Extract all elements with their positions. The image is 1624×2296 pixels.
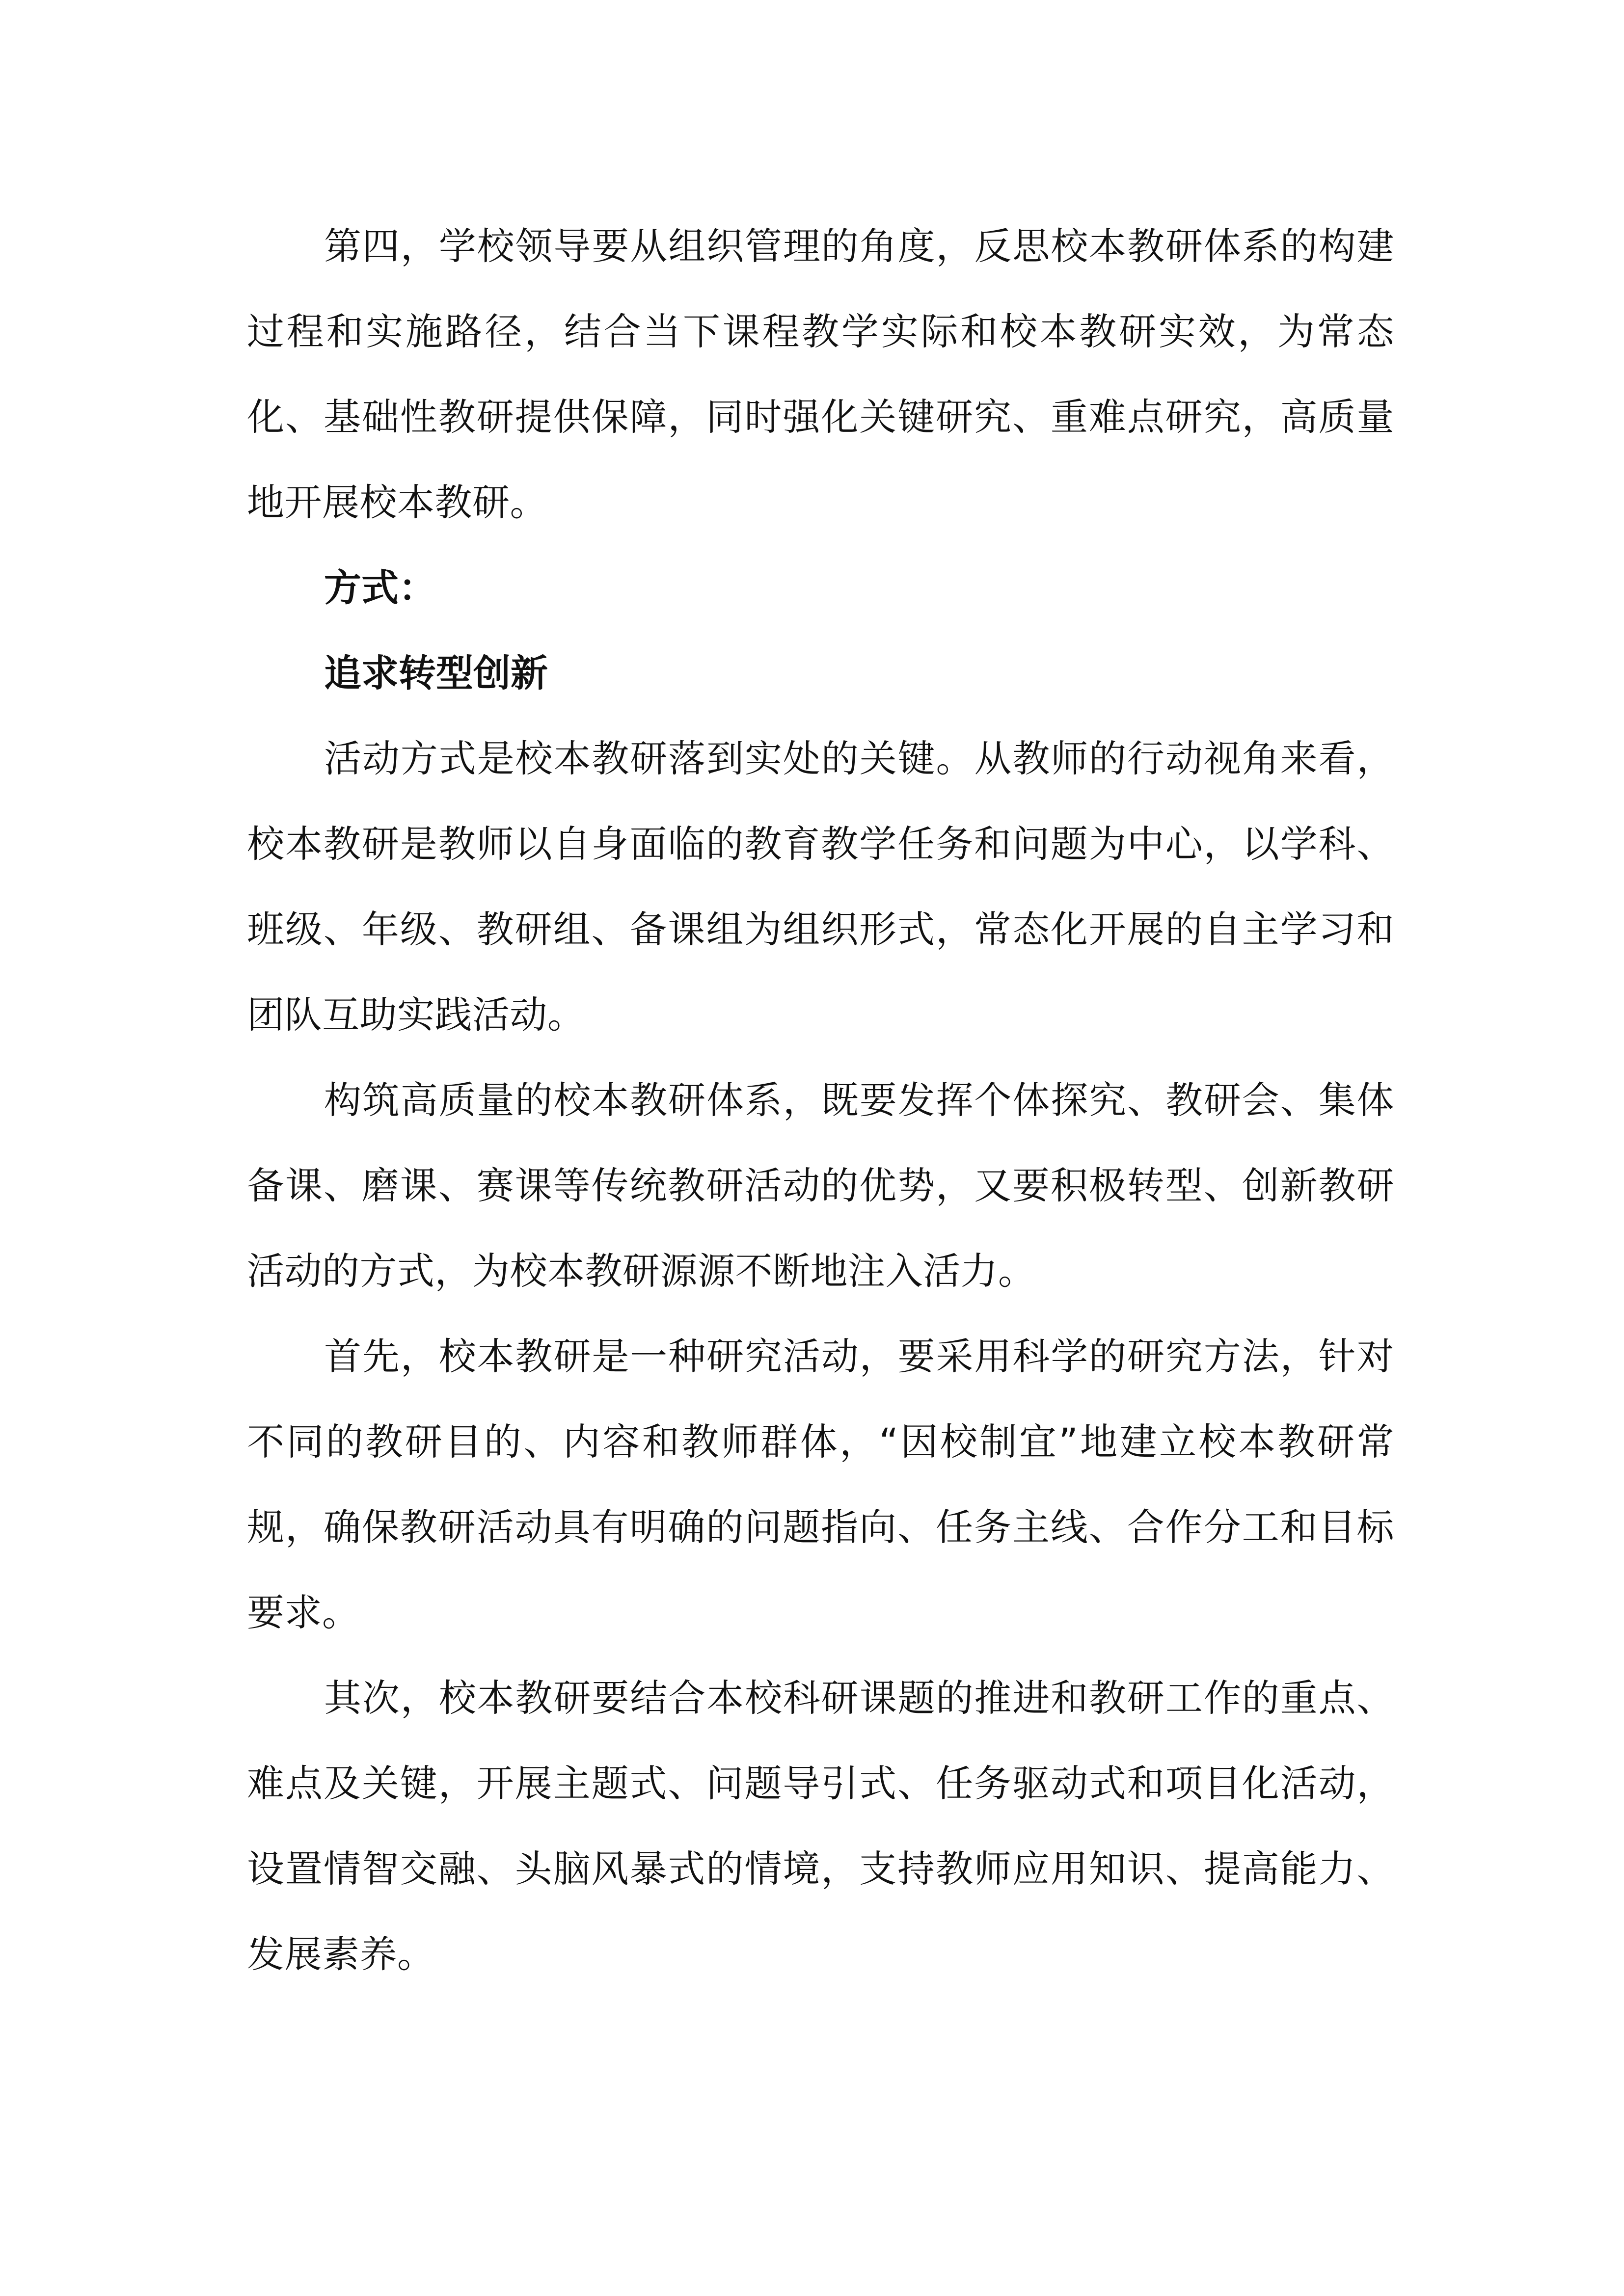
- paragraph-school-leadership: 第四，学校领导要从组织管理的角度，反思校本教研体系的构建过程和实施路径，结合当下课程教学实际和校本教研实效，为常态化、基础性教研提供保障，同时强化关键研究、重难点研究，高质量地开展校本教研。: [247, 224, 1394, 524]
- section-subheading-innovation: 追求转型创新: [324, 651, 548, 695]
- paragraph-second-point: 其次，校本教研要结合本校科研课题的推进和教研工作的重点、难点及关键，开展主题式、问题导引式、任务驱动式和项目化活动，设置情智交融、头脑风暴式的情境，支持教师应用知识、提高能力、发展素养。: [247, 1676, 1394, 1976]
- section-heading-method: 方式：: [324, 566, 436, 610]
- document-body: [247, 204, 1394, 1997]
- paragraph-building-system: 构筑高质量的校本教研体系，既要发挥个体探究、教研会、集体备课、磨课、赛课等传统教研活动的优势，又要积极转型、创新教研活动的方式，为校本教研源源不断地注入活力。: [247, 1078, 1394, 1293]
- paragraph-activity-method: 活动方式是校本教研落到实处的关键。从教师的行动视角来看，校本教研是教师以自身面临的教育教学任务和问题为中心，以学科、班级、年级、教研组、备课组为组织形式，常态化开展的自主学习和团队互助实践活动。: [247, 737, 1394, 1037]
- paragraph-first-point: 首先，校本教研是一种研究活动，要采用科学的研究方法，针对不同的教研目的、内容和教师群体，“因校制宜”地建立校本教研常规，确保教研活动具有明确的问题指向、任务主线、合作分工和目标要求。: [247, 1335, 1394, 1634]
